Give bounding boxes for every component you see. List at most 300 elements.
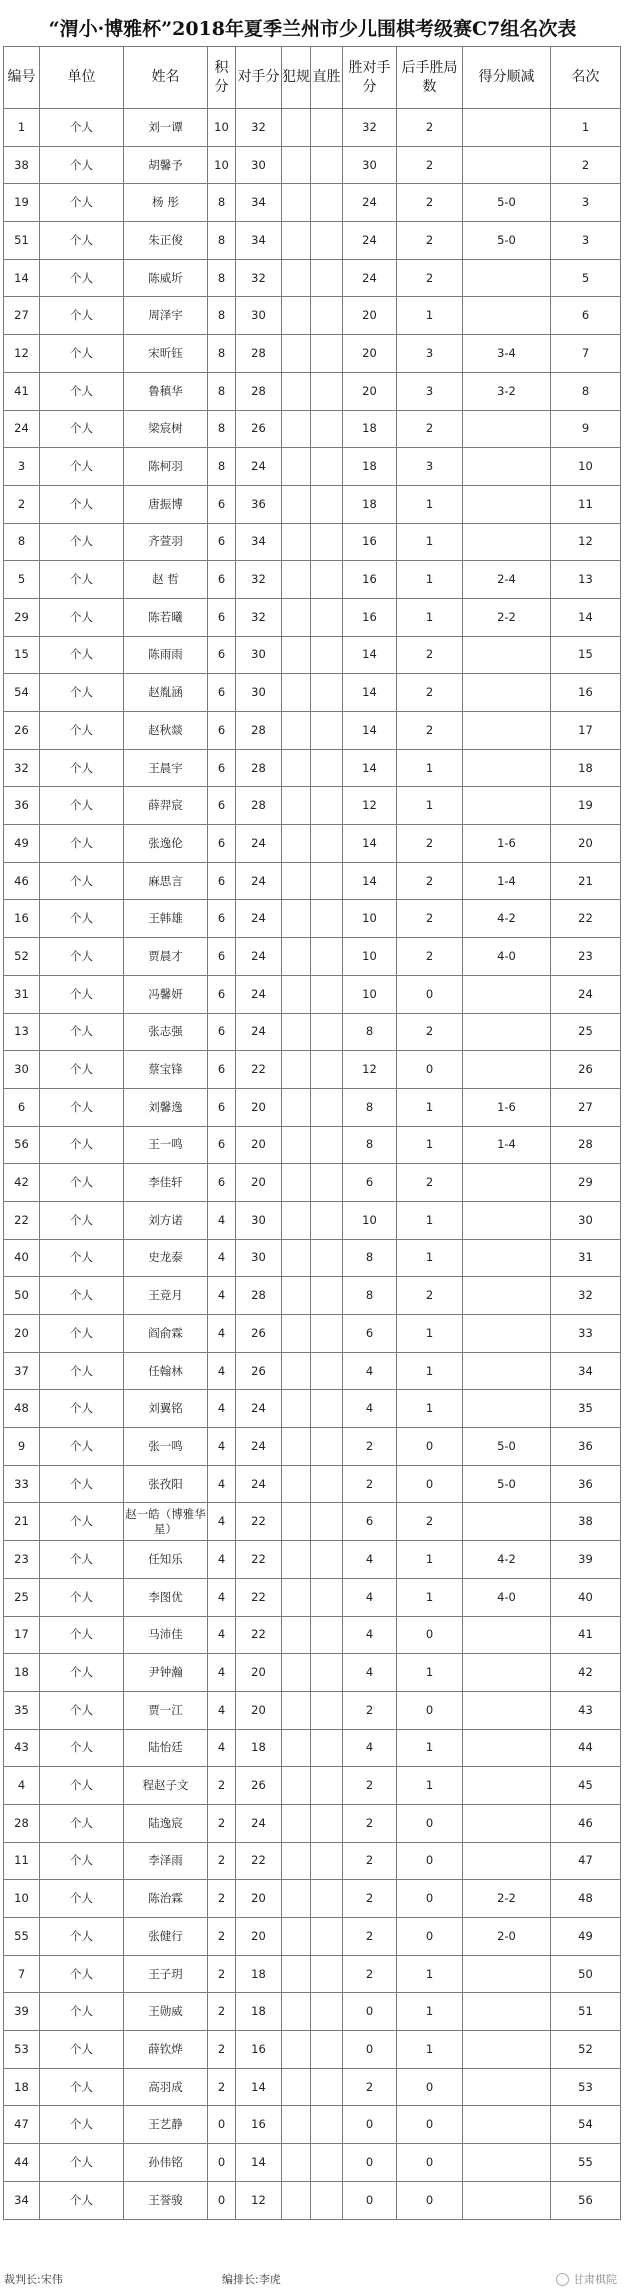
- cell-second-move-wins: 2: [397, 259, 463, 297]
- cell-score-decrement: 5-0: [463, 184, 551, 222]
- cell-points: 6: [208, 712, 236, 750]
- cell-fouls: [282, 975, 311, 1013]
- header-direct-win: 直胜: [311, 47, 343, 109]
- cell-points: 4: [208, 1578, 236, 1616]
- cell-number: 7: [4, 1955, 40, 1993]
- cell-direct-win: [311, 1390, 343, 1428]
- table-body: [4, 109, 621, 2220]
- table-row: [4, 598, 621, 636]
- cell-name: 刘一谭: [124, 109, 208, 147]
- cell-name: 任知乐: [124, 1541, 208, 1579]
- cell-direct-win: [311, 335, 343, 373]
- cell-beaten-opponent-score: 2: [343, 1918, 397, 1956]
- cell-opponent-score: 30: [236, 636, 282, 674]
- cell-direct-win: [311, 1842, 343, 1880]
- table-row: [4, 448, 621, 486]
- cell-number: 8: [4, 523, 40, 561]
- cell-number: 56: [4, 1126, 40, 1164]
- cell-points: 2: [208, 2068, 236, 2106]
- cell-number: 18: [4, 1654, 40, 1692]
- cell-opponent-score: 26: [236, 410, 282, 448]
- cell-name: 陈柯羽: [124, 448, 208, 486]
- cell-second-move-wins: 1: [397, 1088, 463, 1126]
- cell-unit: 个人: [40, 1993, 124, 2031]
- cell-name: 刘馨逸: [124, 1088, 208, 1126]
- cell-direct-win: [311, 749, 343, 787]
- cell-unit: 个人: [40, 825, 124, 863]
- cell-unit: 个人: [40, 975, 124, 1013]
- cell-name: 薛钦烨: [124, 2031, 208, 2069]
- table-row: [4, 1804, 621, 1842]
- cell-number: 55: [4, 1918, 40, 1956]
- table-row: [4, 749, 621, 787]
- watermark-text: 甘肃棋院: [573, 2273, 617, 2286]
- cell-rank: 12: [551, 523, 621, 561]
- cell-name: 刘方诺: [124, 1201, 208, 1239]
- cell-fouls: [282, 1352, 311, 1390]
- cell-rank: 48: [551, 1880, 621, 1918]
- table-row: [4, 561, 621, 599]
- cell-second-move-wins: 0: [397, 1804, 463, 1842]
- cell-fouls: [282, 712, 311, 750]
- cell-score-decrement: [463, 1352, 551, 1390]
- cell-rank: 47: [551, 1842, 621, 1880]
- cell-second-move-wins: 0: [397, 1880, 463, 1918]
- cell-rank: 17: [551, 712, 621, 750]
- cell-rank: 31: [551, 1239, 621, 1277]
- table-row: [4, 1918, 621, 1956]
- cell-rank: 33: [551, 1315, 621, 1353]
- cell-name: 齐萱羽: [124, 523, 208, 561]
- cell-unit: 个人: [40, 410, 124, 448]
- cell-points: 4: [208, 1390, 236, 1428]
- cell-name: 梁宸树: [124, 410, 208, 448]
- cell-rank: 23: [551, 938, 621, 976]
- table-row: [4, 146, 621, 184]
- cell-beaten-opponent-score: 6: [343, 1315, 397, 1353]
- cell-points: 2: [208, 1880, 236, 1918]
- cell-unit: 个人: [40, 561, 124, 599]
- cell-beaten-opponent-score: 8: [343, 1277, 397, 1315]
- cell-score-decrement: 1-4: [463, 862, 551, 900]
- cell-beaten-opponent-score: 4: [343, 1541, 397, 1579]
- cell-unit: 个人: [40, 1541, 124, 1579]
- cell-opponent-score: 20: [236, 1164, 282, 1202]
- table-row: [4, 1201, 621, 1239]
- cell-score-decrement: [463, 410, 551, 448]
- cell-beaten-opponent-score: 6: [343, 1164, 397, 1202]
- table-row: [4, 410, 621, 448]
- cell-beaten-opponent-score: 2: [343, 1465, 397, 1503]
- cell-opponent-score: 30: [236, 297, 282, 335]
- cell-points: 4: [208, 1465, 236, 1503]
- cell-opponent-score: 24: [236, 1013, 282, 1051]
- cell-name: 王一鸣: [124, 1126, 208, 1164]
- table-row: [4, 1164, 621, 1202]
- cell-second-move-wins: 1: [397, 1729, 463, 1767]
- cell-opponent-score: 22: [236, 1578, 282, 1616]
- table-row: [4, 1277, 621, 1315]
- cell-number: 47: [4, 2106, 40, 2144]
- cell-beaten-opponent-score: 2: [343, 1691, 397, 1729]
- cell-points: 6: [208, 636, 236, 674]
- cell-direct-win: [311, 109, 343, 147]
- cell-beaten-opponent-score: 8: [343, 1126, 397, 1164]
- table-row: [4, 1428, 621, 1466]
- cell-beaten-opponent-score: 2: [343, 1955, 397, 1993]
- cell-name: 唐振博: [124, 485, 208, 523]
- cell-second-move-wins: 1: [397, 1993, 463, 2031]
- cell-beaten-opponent-score: 20: [343, 335, 397, 373]
- cell-beaten-opponent-score: 10: [343, 975, 397, 1013]
- cell-number: 31: [4, 975, 40, 1013]
- cell-unit: 个人: [40, 1013, 124, 1051]
- table-row: [4, 1503, 621, 1541]
- cell-points: 6: [208, 749, 236, 787]
- cell-score-decrement: [463, 1691, 551, 1729]
- cell-score-decrement: 4-0: [463, 1578, 551, 1616]
- cell-opponent-score: 28: [236, 787, 282, 825]
- cell-beaten-opponent-score: 2: [343, 1767, 397, 1805]
- cell-direct-win: [311, 1654, 343, 1692]
- cell-opponent-score: 24: [236, 975, 282, 1013]
- cell-second-move-wins: 2: [397, 825, 463, 863]
- cell-beaten-opponent-score: 16: [343, 561, 397, 599]
- cell-score-decrement: [463, 1164, 551, 1202]
- cell-second-move-wins: 2: [397, 674, 463, 712]
- cell-opponent-score: 22: [236, 1503, 282, 1541]
- cell-points: 8: [208, 184, 236, 222]
- cell-direct-win: [311, 674, 343, 712]
- table-row: [4, 2181, 621, 2219]
- cell-points: 6: [208, 900, 236, 938]
- cell-score-decrement: [463, 259, 551, 297]
- cell-rank: 22: [551, 900, 621, 938]
- cell-number: 40: [4, 1239, 40, 1277]
- table-row: [4, 1126, 621, 1164]
- cell-points: 4: [208, 1315, 236, 1353]
- cell-opponent-score: 26: [236, 1767, 282, 1805]
- cell-second-move-wins: 0: [397, 2068, 463, 2106]
- cell-opponent-score: 26: [236, 1352, 282, 1390]
- cell-direct-win: [311, 1239, 343, 1277]
- cell-number: 20: [4, 1315, 40, 1353]
- cell-number: 25: [4, 1578, 40, 1616]
- table-row: [4, 636, 621, 674]
- cell-opponent-score: 22: [236, 1842, 282, 1880]
- cell-beaten-opponent-score: 24: [343, 222, 397, 260]
- cell-fouls: [282, 1729, 311, 1767]
- cell-opponent-score: 34: [236, 523, 282, 561]
- cell-direct-win: [311, 1804, 343, 1842]
- cell-points: 0: [208, 2181, 236, 2219]
- cell-points: 4: [208, 1616, 236, 1654]
- cell-beaten-opponent-score: 4: [343, 1729, 397, 1767]
- cell-rank: 39: [551, 1541, 621, 1579]
- cell-score-decrement: [463, 1767, 551, 1805]
- cell-beaten-opponent-score: 18: [343, 485, 397, 523]
- cell-direct-win: [311, 1578, 343, 1616]
- table-row: [4, 1578, 621, 1616]
- table-row: [4, 1955, 621, 1993]
- cell-beaten-opponent-score: 12: [343, 787, 397, 825]
- cell-unit: 个人: [40, 109, 124, 147]
- cell-name: 王子玥: [124, 1955, 208, 1993]
- cell-fouls: [282, 372, 311, 410]
- cell-number: 14: [4, 259, 40, 297]
- cell-fouls: [282, 297, 311, 335]
- cell-name: 贾晨才: [124, 938, 208, 976]
- cell-opponent-score: 22: [236, 1051, 282, 1089]
- cell-rank: 54: [551, 2106, 621, 2144]
- cell-direct-win: [311, 862, 343, 900]
- cell-second-move-wins: 1: [397, 1541, 463, 1579]
- cell-opponent-score: 26: [236, 1315, 282, 1353]
- header-number: 编号: [4, 47, 40, 109]
- cell-direct-win: [311, 485, 343, 523]
- cell-fouls: [282, 1088, 311, 1126]
- cell-points: 0: [208, 2144, 236, 2182]
- cell-fouls: [282, 1993, 311, 2031]
- cell-name: 胡馨予: [124, 146, 208, 184]
- table-row: [4, 372, 621, 410]
- cell-beaten-opponent-score: 4: [343, 1390, 397, 1428]
- cell-rank: 3: [551, 184, 621, 222]
- header-beaten-opponent-score: 胜对手分: [343, 47, 397, 109]
- cell-name: 王韩雄: [124, 900, 208, 938]
- cell-points: 8: [208, 297, 236, 335]
- cell-fouls: [282, 448, 311, 486]
- cell-points: 4: [208, 1201, 236, 1239]
- cell-name: 张志强: [124, 1013, 208, 1051]
- cell-fouls: [282, 1654, 311, 1692]
- cell-name: 陈治霖: [124, 1880, 208, 1918]
- cell-direct-win: [311, 938, 343, 976]
- cell-rank: 55: [551, 2144, 621, 2182]
- cell-name: 张一鸣: [124, 1428, 208, 1466]
- cell-score-decrement: 1-6: [463, 825, 551, 863]
- cell-score-decrement: [463, 1993, 551, 2031]
- cell-rank: 49: [551, 1918, 621, 1956]
- header-opponent-score: 对手分: [236, 47, 282, 109]
- cell-name: 王勋威: [124, 1993, 208, 2031]
- cell-name: 程赵子文: [124, 1767, 208, 1805]
- cell-unit: 个人: [40, 1390, 124, 1428]
- cell-score-decrement: 5-0: [463, 222, 551, 260]
- cell-rank: 30: [551, 1201, 621, 1239]
- cell-second-move-wins: 1: [397, 485, 463, 523]
- table-row: [4, 485, 621, 523]
- table-row: [4, 1880, 621, 1918]
- table-row: [4, 2106, 621, 2144]
- cell-fouls: [282, 1201, 311, 1239]
- cell-name: 陆逸宸: [124, 1804, 208, 1842]
- cell-score-decrement: 2-0: [463, 1918, 551, 1956]
- cell-second-move-wins: 0: [397, 1691, 463, 1729]
- cell-score-decrement: 5-0: [463, 1428, 551, 1466]
- cell-beaten-opponent-score: 24: [343, 184, 397, 222]
- cell-unit: 个人: [40, 636, 124, 674]
- cell-unit: 个人: [40, 749, 124, 787]
- cell-name: 蔡宝锋: [124, 1051, 208, 1089]
- cell-direct-win: [311, 598, 343, 636]
- cell-points: 10: [208, 146, 236, 184]
- cell-fouls: [282, 259, 311, 297]
- cell-direct-win: [311, 1541, 343, 1579]
- cell-rank: 15: [551, 636, 621, 674]
- cell-name: 王竞月: [124, 1277, 208, 1315]
- table-row: [4, 938, 621, 976]
- cell-direct-win: [311, 1880, 343, 1918]
- watermark: [556, 2270, 617, 2289]
- cell-name: 麻思言: [124, 862, 208, 900]
- cell-points: 2: [208, 1804, 236, 1842]
- cell-fouls: [282, 1578, 311, 1616]
- cell-number: 6: [4, 1088, 40, 1126]
- cell-score-decrement: [463, 2106, 551, 2144]
- cell-second-move-wins: 2: [397, 862, 463, 900]
- cell-score-decrement: 3-2: [463, 372, 551, 410]
- cell-unit: 个人: [40, 1465, 124, 1503]
- cell-number: 10: [4, 1880, 40, 1918]
- cell-fouls: [282, 109, 311, 147]
- cell-beaten-opponent-score: 4: [343, 1654, 397, 1692]
- cell-beaten-opponent-score: 20: [343, 297, 397, 335]
- cell-rank: 51: [551, 1993, 621, 2031]
- cell-rank: 35: [551, 1390, 621, 1428]
- cell-unit: 个人: [40, 1428, 124, 1466]
- cell-rank: 18: [551, 749, 621, 787]
- cell-fouls: [282, 1804, 311, 1842]
- cell-direct-win: [311, 372, 343, 410]
- header-score-decrement: 得分顺减: [463, 47, 551, 109]
- cell-name: 阎俞霖: [124, 1315, 208, 1353]
- cell-fouls: [282, 146, 311, 184]
- cell-second-move-wins: 2: [397, 146, 463, 184]
- cell-opponent-score: 30: [236, 1201, 282, 1239]
- header-second-move-wins: 后手胜局数: [397, 47, 463, 109]
- cell-unit: 个人: [40, 712, 124, 750]
- table-row: [4, 1465, 621, 1503]
- cell-name: 王晨宇: [124, 749, 208, 787]
- table-row: [4, 523, 621, 561]
- table-row: [4, 2031, 621, 2069]
- cell-number: 13: [4, 1013, 40, 1051]
- cell-second-move-wins: 1: [397, 1126, 463, 1164]
- cell-unit: 个人: [40, 1578, 124, 1616]
- cell-unit: 个人: [40, 1164, 124, 1202]
- cell-second-move-wins: 0: [397, 1428, 463, 1466]
- cell-direct-win: [311, 1051, 343, 1089]
- cell-fouls: [282, 2181, 311, 2219]
- cell-unit: 个人: [40, 1088, 124, 1126]
- cell-beaten-opponent-score: 24: [343, 259, 397, 297]
- cell-unit: 个人: [40, 1201, 124, 1239]
- table-header-row: [4, 47, 621, 109]
- cell-unit: 个人: [40, 1352, 124, 1390]
- cell-unit: 个人: [40, 1051, 124, 1089]
- cell-name: 李佳轩: [124, 1164, 208, 1202]
- cell-beaten-opponent-score: 0: [343, 2031, 397, 2069]
- cell-score-decrement: [463, 2144, 551, 2182]
- cell-second-move-wins: 1: [397, 1390, 463, 1428]
- header-rank: 名次: [551, 47, 621, 109]
- cell-second-move-wins: 1: [397, 1239, 463, 1277]
- cell-points: 6: [208, 938, 236, 976]
- table-row: [4, 975, 621, 1013]
- cell-beaten-opponent-score: 8: [343, 1088, 397, 1126]
- table-row: [4, 1541, 621, 1579]
- cell-second-move-wins: 0: [397, 2181, 463, 2219]
- table-row: [4, 712, 621, 750]
- cell-points: 4: [208, 1654, 236, 1692]
- cell-unit: 个人: [40, 2031, 124, 2069]
- cell-second-move-wins: 0: [397, 1842, 463, 1880]
- cell-rank: 6: [551, 297, 621, 335]
- cell-number: 37: [4, 1352, 40, 1390]
- cell-fouls: [282, 2068, 311, 2106]
- table-row: [4, 1767, 621, 1805]
- cell-direct-win: [311, 2181, 343, 2219]
- cell-beaten-opponent-score: 4: [343, 1578, 397, 1616]
- cell-direct-win: [311, 712, 343, 750]
- cell-beaten-opponent-score: 18: [343, 410, 397, 448]
- cell-score-decrement: 1-4: [463, 1126, 551, 1164]
- cell-points: 4: [208, 1729, 236, 1767]
- cell-rank: 40: [551, 1578, 621, 1616]
- cell-opponent-score: 22: [236, 1541, 282, 1579]
- cell-second-move-wins: 0: [397, 1465, 463, 1503]
- cell-name: 张健行: [124, 1918, 208, 1956]
- table-row: [4, 1315, 621, 1353]
- cell-score-decrement: [463, 448, 551, 486]
- cell-unit: 个人: [40, 1955, 124, 1993]
- cell-number: 5: [4, 561, 40, 599]
- cell-rank: 56: [551, 2181, 621, 2219]
- table-row: [4, 1842, 621, 1880]
- cell-fouls: [282, 1842, 311, 1880]
- cell-name: 陈雨雨: [124, 636, 208, 674]
- cell-name: 王艺静: [124, 2106, 208, 2144]
- cell-direct-win: [311, 2106, 343, 2144]
- cell-opponent-score: 16: [236, 2106, 282, 2144]
- cell-beaten-opponent-score: 16: [343, 598, 397, 636]
- cell-score-decrement: [463, 1804, 551, 1842]
- cell-score-decrement: [463, 2181, 551, 2219]
- cell-direct-win: [311, 1616, 343, 1654]
- cell-score-decrement: [463, 1051, 551, 1089]
- cell-beaten-opponent-score: 4: [343, 1616, 397, 1654]
- cell-rank: 41: [551, 1616, 621, 1654]
- cell-fouls: [282, 1428, 311, 1466]
- cell-name: 陈若曦: [124, 598, 208, 636]
- cell-direct-win: [311, 297, 343, 335]
- cell-points: 10: [208, 109, 236, 147]
- cell-opponent-score: 30: [236, 146, 282, 184]
- cell-score-decrement: [463, 1955, 551, 1993]
- cell-score-decrement: 5-0: [463, 1465, 551, 1503]
- cell-number: 28: [4, 1804, 40, 1842]
- cell-second-move-wins: 0: [397, 975, 463, 1013]
- cell-rank: 7: [551, 335, 621, 373]
- cell-direct-win: [311, 1013, 343, 1051]
- cell-number: 12: [4, 335, 40, 373]
- cell-fouls: [282, 1955, 311, 1993]
- table-row: [4, 900, 621, 938]
- cell-unit: 个人: [40, 862, 124, 900]
- cell-second-move-wins: 2: [397, 184, 463, 222]
- cell-name: 赵 哲: [124, 561, 208, 599]
